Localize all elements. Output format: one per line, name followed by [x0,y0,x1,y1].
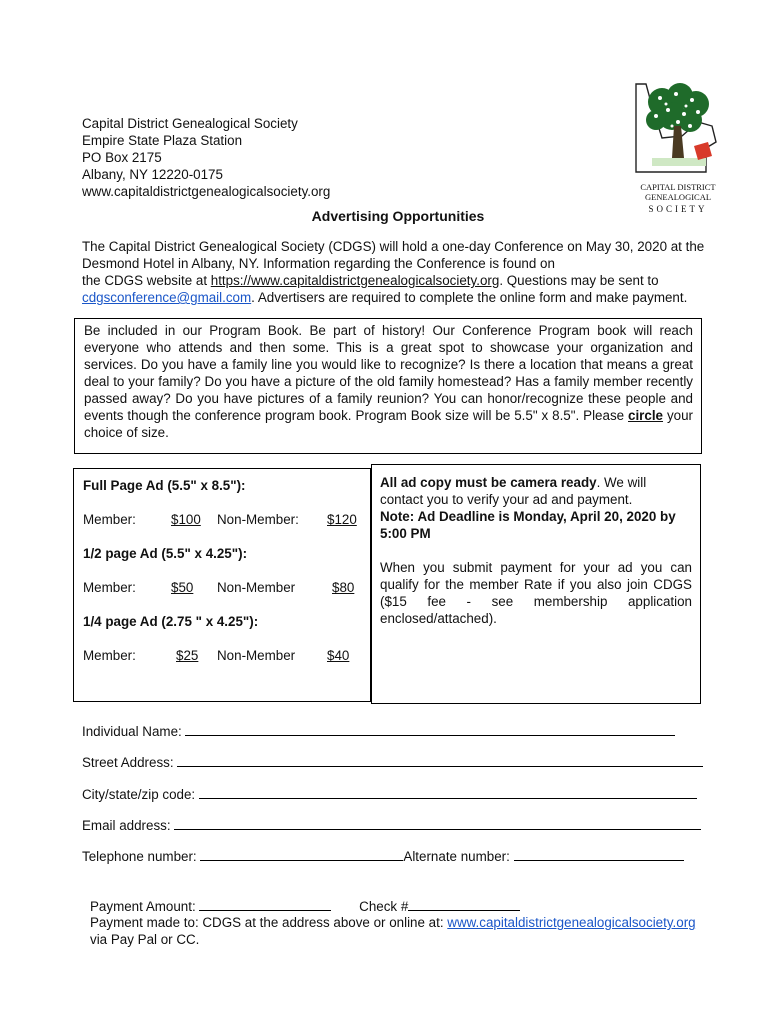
page-title: Advertising Opportunities [311,208,485,224]
payment-section [90,897,696,948]
check-number-line[interactable] [408,897,520,911]
nonmember-label: Non-Member [217,648,296,663]
org-website: www.capitaldistrictgenealogicalsociety.org [82,184,331,199]
full-page-prices [83,511,363,528]
org-station: Empire State Plaza Station [82,133,243,148]
email-address-label: Email address: [82,818,171,833]
telephone-line[interactable] [200,847,403,861]
org-address [82,115,330,200]
street-address-label: Street Address: [82,755,174,770]
org-po-box: PO Box 2175 [82,150,162,165]
full-page-heading: Full Page Ad (5.5" x 8.5"): [83,478,246,493]
camera-ready-rest: . We will contact you to verify your ad and payment. [380,475,647,507]
payment-made-to-row [90,914,696,931]
circle-word: circle [628,408,664,423]
member-price: $100 [171,512,201,527]
deadline-note: Note: Ad Deadline is Monday, April 20, 2020 by 5:00 PM [380,509,676,541]
intro-text: the CDGS website at [82,273,211,288]
payment-amount-row [90,897,696,914]
intro-line-4 [82,289,732,306]
program-book-box [74,318,702,454]
member-label: Member: [83,648,136,663]
individual-name-field[interactable] [82,722,675,739]
pricing-box [73,468,371,702]
city-state-zip-line[interactable] [199,785,697,799]
nonmember-label: Non-Member [217,580,296,595]
society-logo [632,76,724,218]
ad-notes-box [371,464,701,704]
program-text-end: your choice of size. [84,408,693,440]
street-address-line[interactable] [177,753,703,767]
nonmember-price: $40 [327,648,350,663]
alternate-number-line[interactable] [514,847,684,861]
street-address-field[interactable] [82,753,703,770]
membership-note: When you submit payment for your ad you can qualify for the member Rate if you also join CDGS ($15 fee - see membership application enclosed/attached). [380,560,692,626]
quarter-page-prices [83,647,363,664]
email-address-line[interactable] [174,816,701,830]
camera-ready-note [380,474,692,508]
program-book-text [84,322,693,441]
member-label: Member: [83,580,136,595]
org-name: Capital District Genealogical Society [82,116,298,131]
city-state-zip-field[interactable] [82,785,697,802]
svg-text:SOCIETY: SOCIETY [648,204,708,214]
org-city: Albany, NY 12220-0175 [82,167,223,182]
alternate-number-label: Alternate number: [403,849,510,864]
telephone-field[interactable] [82,847,684,864]
member-price: $50 [171,580,194,595]
nonmember-price: $120 [327,512,357,527]
payment-amount-label: Payment Amount: [90,899,196,914]
individual-name-line[interactable] [185,722,675,736]
intro-paragraph [82,238,732,306]
individual-name-label: Individual Name: [82,724,182,739]
payment-via: via Pay Pal or CC. [90,932,200,947]
payment-amount-line[interactable] [199,897,331,911]
telephone-label: Telephone number: [82,849,197,864]
svg-text:CAPITAL DISTRICT: CAPITAL DISTRICT [640,182,716,192]
half-page-prices [83,579,363,596]
intro-text: . Questions may be sent to [499,273,659,288]
intro-line-2: Desmond Hotel in Albany, NY. Information regarding the Conference is found on [82,256,555,271]
city-state-zip-label: City/state/zip code: [82,787,196,802]
payment-website-link[interactable]: www.capitaldistrictgenealogicalsociety.org [447,915,696,930]
nonmember-label: Non-Member: [217,512,299,527]
payment-made-to-text: Payment made to: CDGS at the address above or online at: [90,915,448,930]
intro-text: . Advertisers are required to complete the online form and make payment. [251,290,688,305]
member-price: $25 [176,648,199,663]
half-page-heading: 1/2 page Ad (5.5" x 4.25"): [83,546,248,561]
email-address-field[interactable] [82,816,701,833]
camera-ready-bold: All ad copy must be camera ready [380,475,597,490]
member-label: Member: [83,512,136,527]
svg-text:GENEALOGICAL: GENEALOGICAL [644,192,712,202]
program-text: Be included in our Program Book. Be part of history! Our Conference Program book will reach everyone who attends and then some. This is a great spot to showcase your organization and services. Do you have a family line you would like to recognize? Is there a location that means a great deal to your family? Do you have a picture of the old family homestead? Has a family member recently passed away? Do you have pictures of a family reunion? You can honor/recognize these people and events though the conference program book. Program Book size will be 5.5" x 8.5". Please [84,323,693,423]
website-link[interactable]: https://www.capitaldistrictgenealogicalsociety.org [210,273,500,288]
tree-map-icon [632,76,724,218]
intro-line-3 [82,272,732,289]
email-link[interactable]: cdgsconference@gmail.com [82,290,252,305]
check-number-label: Check # [359,899,409,914]
nonmember-price: $80 [332,580,355,595]
intro-line-1: The Capital District Genealogical Society (CDGS) will hold a one-day Conference on May 30, 2020 at the [82,239,705,254]
quarter-page-heading: 1/4 page Ad (2.75 " x 4.25"): [83,614,259,629]
